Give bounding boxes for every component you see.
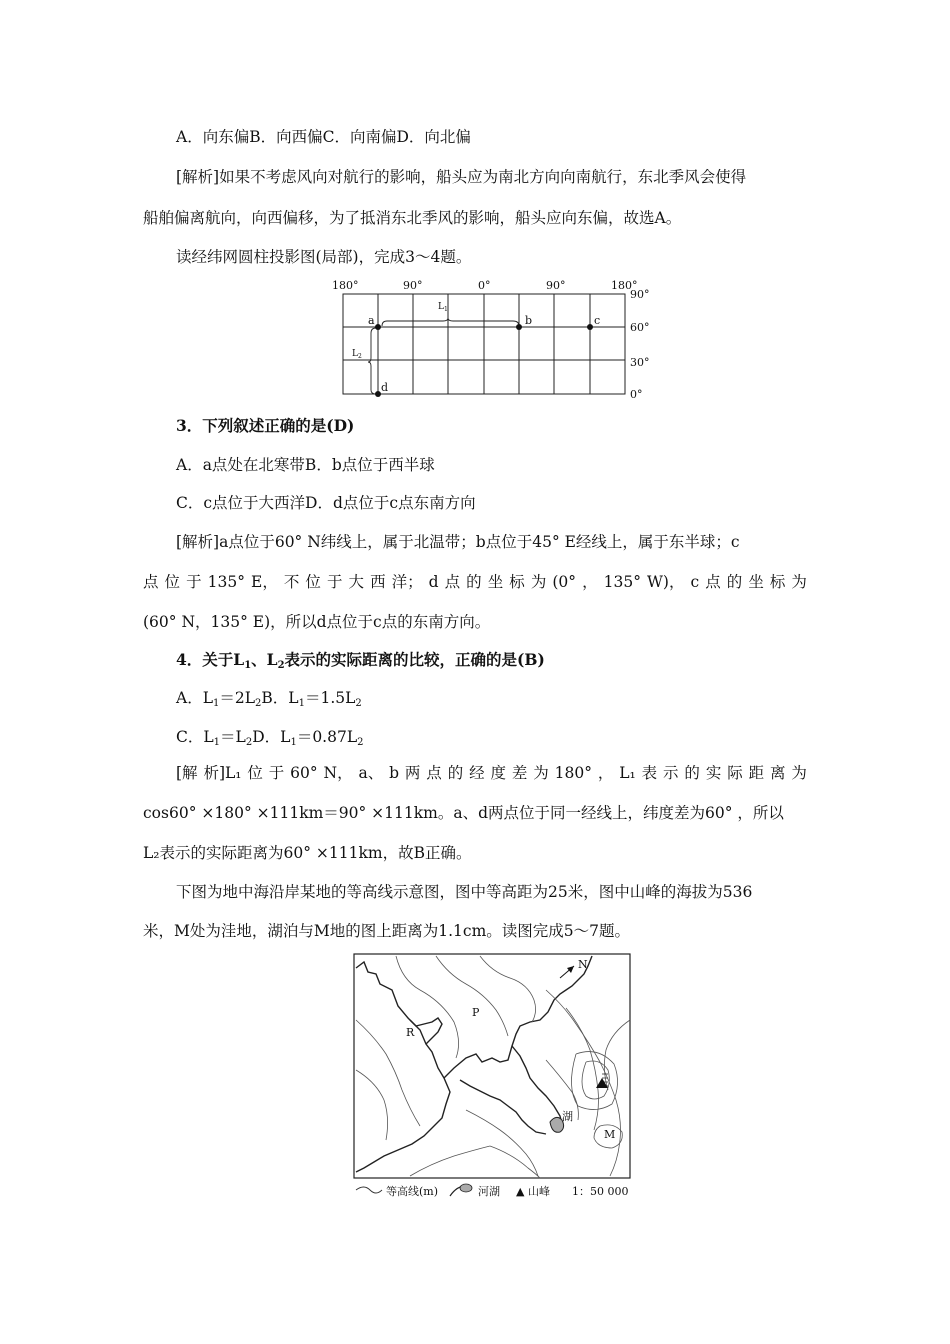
q3-options-cd: C．c点位于大西洋D．d点位于c点东南方向 [176, 494, 476, 512]
point-label-a: a [368, 314, 375, 327]
label-r: R [406, 1026, 415, 1039]
q2-options: A．向东偏B．向西偏C．向南偏D．向北偏 [176, 128, 471, 146]
intro-q5-7-line1: 下图为地中海沿岸某地的等高线示意图，图中等高距为25米，图中山峰的海拔为536 [176, 883, 753, 901]
north-label: N [578, 958, 588, 971]
point-label-c: c [594, 314, 601, 327]
lat-label: 90° [630, 288, 650, 301]
point-c [587, 324, 593, 330]
lat-label: 30° [630, 356, 650, 369]
lon-label: 180° [332, 279, 359, 292]
contour-map [350, 950, 640, 1210]
point-a [375, 324, 381, 330]
legend [356, 1184, 629, 1198]
graticule-map [330, 278, 660, 400]
legend-scale: 1：50 000 [572, 1185, 629, 1198]
label-p: P [472, 1006, 480, 1019]
q4-options-cd: C．$L_1=L_2D$．$L_1=0.87L_2$ [176, 728, 364, 748]
q2-analysis-line2: 船舶偏离航向，向西偏移，为了抵消东北季风的影响，船头应向东偏，故选A。 [143, 209, 682, 227]
q3-options-ab: A．a点处在北寒带B．b点位于西半球 [176, 456, 435, 474]
legend-river-lake: 河湖 [478, 1185, 500, 1198]
q4-analysis-line2: cos60° ×180° ×111km＝90° ×111km。a、d两点位于同一经线上，纬度差为60° ，所以 [143, 804, 784, 822]
intro-q5-7-line2: 米，M处为洼地，湖泊与M地的图上距离为1.1cm。读图完成5～7题。 [143, 922, 630, 940]
label-l2: $L_2$ [352, 349, 362, 360]
label-m: M [604, 1128, 616, 1141]
q3-analysis-line2: 点 位 于 135° E， 不 位 于 大 西 洋； d 点 的 坐 标 为 (0° ， 135° W)， c 点 的 坐 标 为 [143, 573, 807, 591]
label-l1: $L_1$ [438, 302, 448, 313]
label-lake: 湖 [562, 1110, 573, 1123]
point-label-d: d [381, 381, 389, 394]
legend-contour: 等高线(m) [386, 1185, 439, 1198]
q2-analysis-line1: [解析]如果不考虑风向对航行的影响，船头应为南北方向向南航行，东北季风会使得 [176, 168, 747, 186]
lon-label: 90° [403, 279, 423, 292]
legend-lake-icon [460, 1184, 472, 1192]
lon-label: 0° [478, 279, 491, 292]
q4-analysis-line1: [解 析]L₁ 位 于 60° N， a、 b 两 点 的 经 度 差 为 180° ， L₁ 表 示 的 实 际 距 离 为 [176, 764, 807, 782]
lat-label: 0° [630, 388, 643, 400]
contour-lines [356, 956, 630, 1178]
lon-label: 180° [611, 279, 638, 292]
q4-options-ab: A．$L_1=2L_2B$．$L_1=1.5L_2$ [176, 689, 362, 709]
q4-stem: 4．关于$L_1$、$L_2$表示的实际距离的比较，正确的是(B) [176, 650, 545, 671]
lon-label: 90° [546, 279, 566, 292]
legend-contour-icon [356, 1187, 382, 1193]
q3-analysis-line3: (60° N，135° E)，所以d点位于c点的东南方向。 [143, 613, 491, 631]
point-b [516, 324, 522, 330]
intro-q3-4: 读经纬网圆柱投影图(局部)，完成3～4题。 [176, 248, 472, 266]
q3-stem: 3．下列叙述正确的是(D) [176, 416, 355, 435]
lat-label: 60° [630, 321, 650, 334]
legend-peak: ▲ 山峰 [516, 1185, 550, 1198]
north-arrow-icon [560, 966, 574, 978]
q4-analysis-line3: L₂表示的实际距离为60° ×111km，故B正确。 [143, 844, 472, 862]
point-label-b: b [525, 314, 533, 327]
q3-analysis-line1: [解析]a点位于60° N纬线上，属于北温带；b点位于45° E经线上，属于东半球；c [176, 533, 740, 551]
map-frame [354, 954, 630, 1178]
